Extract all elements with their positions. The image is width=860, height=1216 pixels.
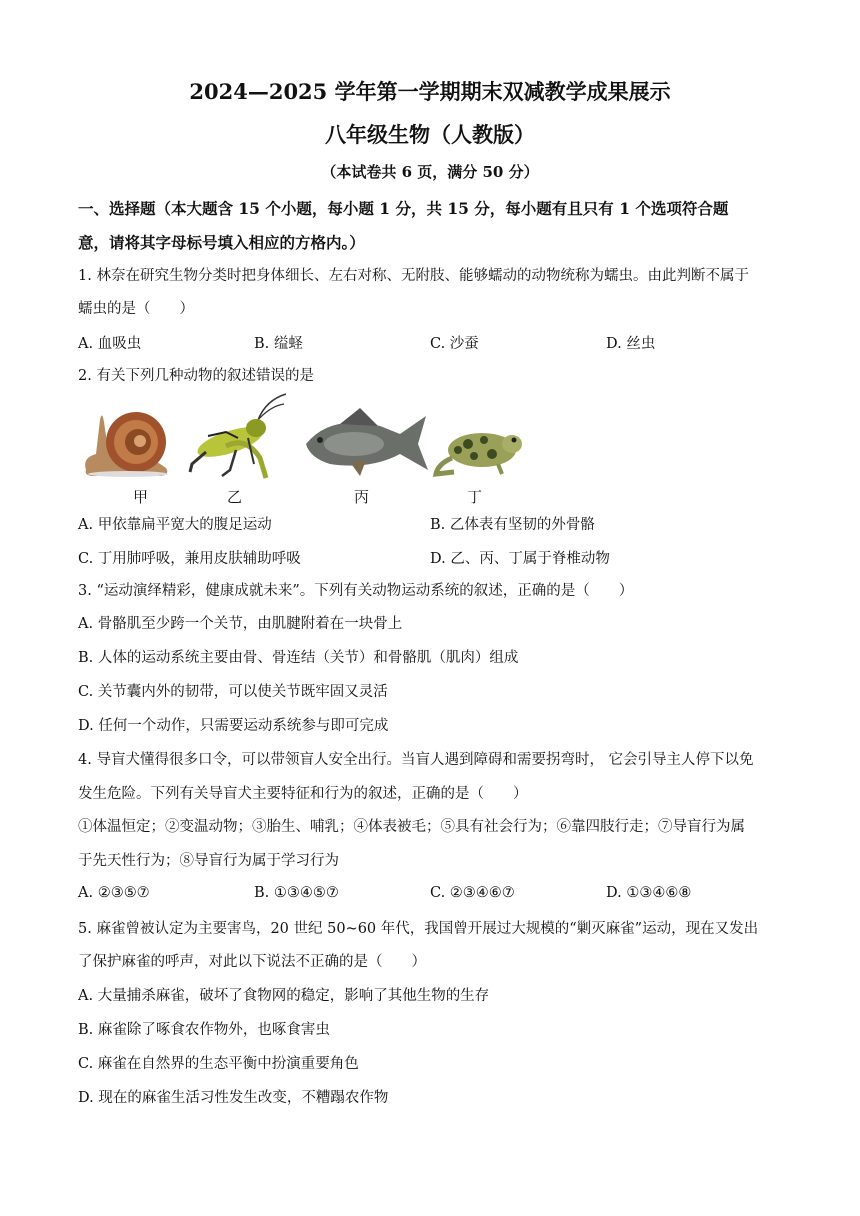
q3-stem: 3. “运动演绎精彩，健康成就未来”。下列有关动物运动系统的叙述，正确的是（ ） xyxy=(78,583,634,599)
q4-option-d[interactable]: D. ①③④⑥⑧ xyxy=(606,885,692,901)
q3-option-a[interactable]: A. 骨骼肌至少跨一个关节，由肌腱附着在一块骨上 xyxy=(78,616,403,632)
q1-option-c[interactable]: C. 沙蚕 xyxy=(430,336,479,352)
fish-image xyxy=(300,404,430,479)
q3-option-c[interactable]: C. 关节囊内外的韧带，可以使关节既牢固又灵活 xyxy=(78,684,388,700)
label-yi: 乙 xyxy=(227,488,243,506)
q2-option-b[interactable]: B. 乙体表有坚韧的外骨骼 xyxy=(430,517,595,533)
q2-option-c[interactable]: C. 丁用肺呼吸，兼用皮肤辅助呼吸 xyxy=(78,551,301,567)
q2-option-d[interactable]: D. 乙、丙、丁属于脊椎动物 xyxy=(430,551,610,567)
label-jia: 甲 xyxy=(133,488,149,506)
q5-option-d[interactable]: D. 现在的麻雀生活习性发生改变，不糟蹋农作物 xyxy=(78,1090,389,1106)
label-bing: 丙 xyxy=(354,488,370,506)
snail-image xyxy=(78,400,173,478)
q4-stem-line1: 4. 导盲犬懂得很多口令，可以带领盲人安全出行。当盲人遇到障碍和需要拐弯时， 它会引导主人停下以免 xyxy=(78,752,754,768)
q1-stem-line1: 1. 林奈在研究生物分类时把身体细长、左右对称、无附肢、能够蠕动的动物统称为蠕虫。由此判断不属于 xyxy=(78,268,749,284)
q5-option-a[interactable]: A. 大量捕杀麻雀，破坏了食物网的稳定，影响了其他生物的生存 xyxy=(78,988,490,1004)
exam-title: 2024—2025 学年第一学期期末双减教学成果展示 xyxy=(189,79,671,104)
exam-subject: 八年级生物（人教版） xyxy=(325,122,535,147)
exam-note: （本试卷共 6 页，满分 50 分） xyxy=(321,163,539,181)
q3-option-d[interactable]: D. 任何一个动作，只需要运动系统参与即可完成 xyxy=(78,718,389,734)
frog-image xyxy=(432,420,524,478)
section-heading-line2: 意，请将其字母标号填入相应的方格内。） xyxy=(78,233,365,252)
q2-option-a[interactable]: A. 甲依靠扁平宽大的腹足运动 xyxy=(78,517,272,533)
q5-stem-line2: 了保护麻雀的呼声，对此以下说法不正确的是（ ） xyxy=(78,954,426,970)
grasshopper-image xyxy=(186,392,291,484)
q1-option-b[interactable]: B. 缢蛏 xyxy=(254,336,303,352)
q3-option-b[interactable]: B. 人体的运动系统主要由骨、骨连结（关节）和骨骼肌（肌肉）组成 xyxy=(78,650,519,666)
q4-stem-line4: 于先天性行为；⑧导盲行为属于学习行为 xyxy=(78,853,339,869)
q1-stem-line2: 蠕虫的是（ ） xyxy=(78,301,194,317)
q4-option-c[interactable]: C. ②③④⑥⑦ xyxy=(430,885,515,901)
q1-option-d[interactable]: D. 丝虫 xyxy=(606,336,656,352)
label-ding: 丁 xyxy=(467,488,483,506)
q4-stem-line2: 发生危险。下列有关导盲犬主要特征和行为的叙述，正确的是（ ） xyxy=(78,786,528,802)
q1-option-a[interactable]: A. 血吸虫 xyxy=(78,336,142,352)
q2-stem: 2. 有关下列几种动物的叙述错误的是 xyxy=(78,368,314,384)
q2-animal-figure xyxy=(78,398,538,506)
q4-option-b[interactable]: B. ①③④⑤⑦ xyxy=(254,885,339,901)
q5-option-c[interactable]: C. 麻雀在自然界的生态平衡中扮演重要角色 xyxy=(78,1056,359,1072)
q5-option-b[interactable]: B. 麻雀除了啄食农作物外，也啄食害虫 xyxy=(78,1022,330,1038)
section-heading-line1: 一、选择题（本大题含 15 个小题，每小题 1 分，共 15 分，每小题有且只有 1 个选项符合题 xyxy=(78,199,729,218)
q4-option-a[interactable]: A. ②③⑤⑦ xyxy=(78,885,150,901)
q4-stem-line3: ①体温恒定；②变温动物；③胎生、哺乳；④体表被毛；⑤具有社会行为；⑥靠四肢行走；⑦导盲行为属 xyxy=(78,819,745,835)
q5-stem-line1: 5. 麻雀曾被认定为主要害鸟，20 世纪 50~60 年代，我国曾开展过大规模的“剿灭麻雀”运动，现在又发出 xyxy=(78,921,759,937)
